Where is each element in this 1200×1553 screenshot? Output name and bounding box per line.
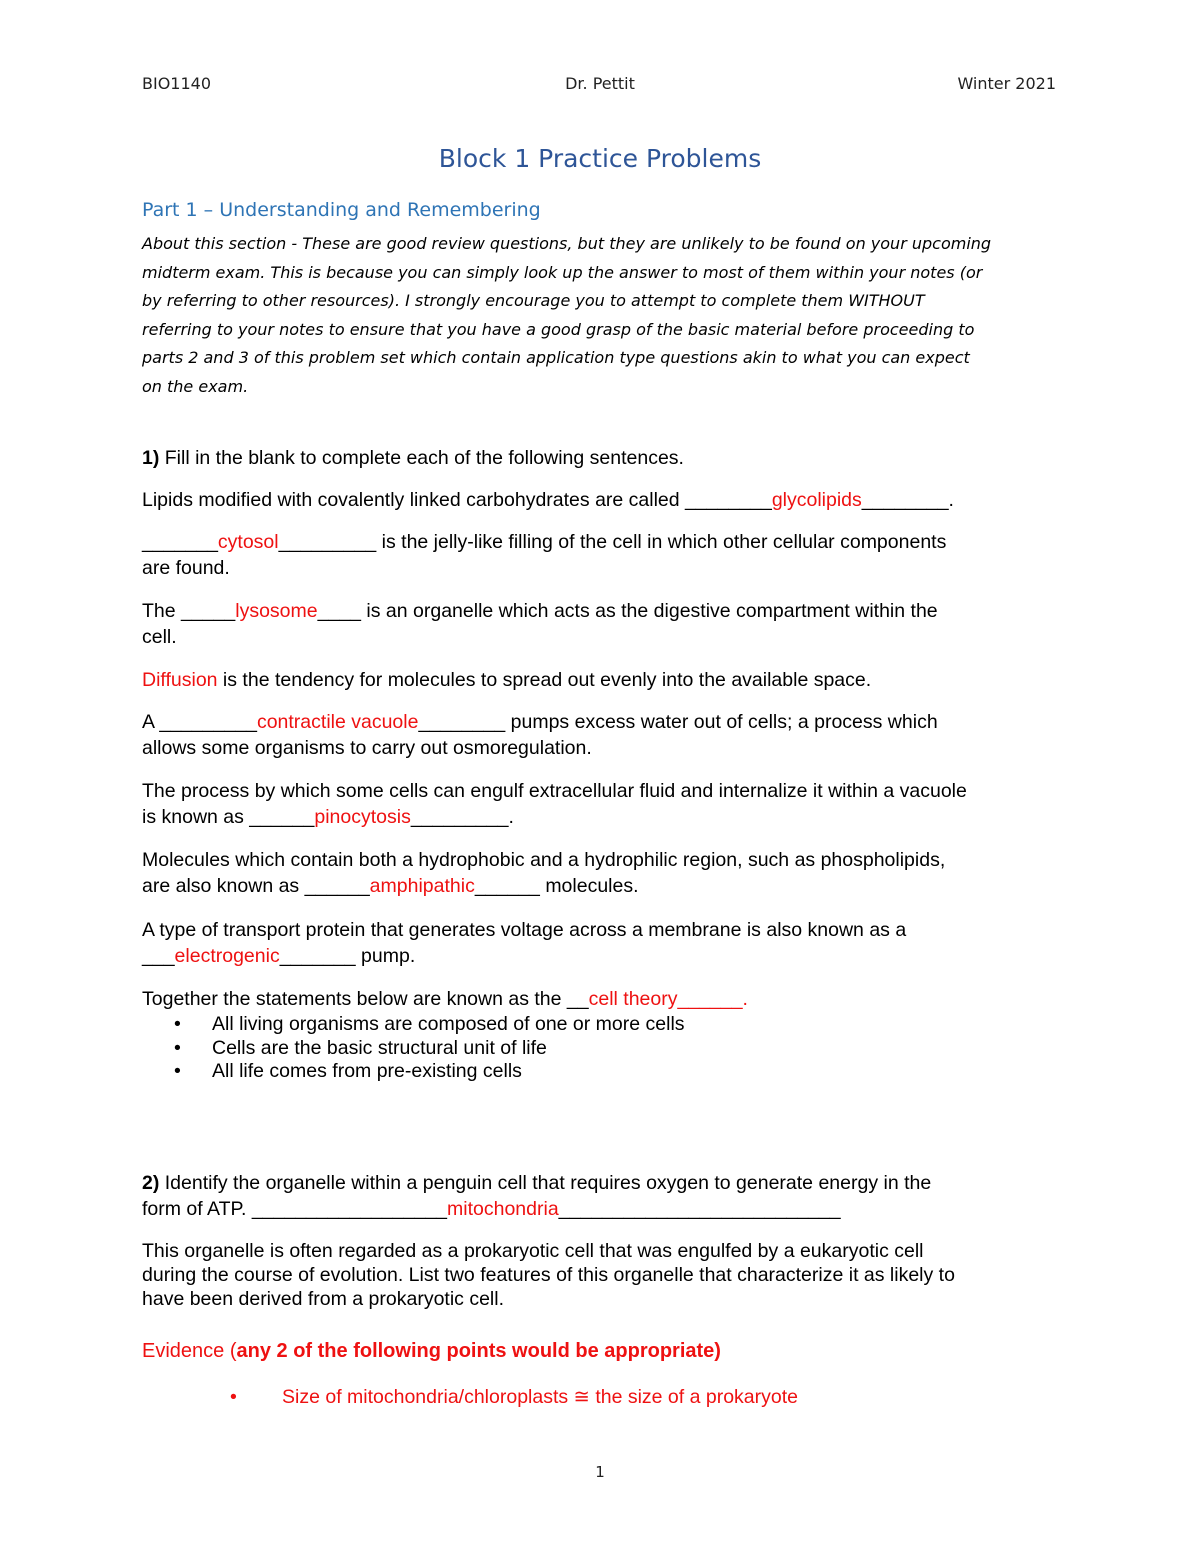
list-item: • All living organisms are composed of one or more cells [142, 1013, 685, 1037]
answer-contractile-vacuole: contractile vacuole [256, 711, 419, 733]
cell-theory-list [142, 1013, 685, 1084]
answer-diffusion: Diffusion [142, 669, 218, 691]
sentence-text: The process by which some cells can engulf extracellular fluid and internalize it within a vacuole [142, 780, 967, 802]
bullet-glyph: • [230, 1386, 237, 1408]
list-item: • Cells are the basic structural unit of life [142, 1037, 685, 1061]
sentence-text: Identify the organelle within a penguin cell that requires oxygen to generate energy in the [159, 1172, 932, 1194]
q2-paragraph [142, 1239, 1062, 1311]
q2-prompt [142, 1170, 1062, 1222]
intro-line: referring to your notes to ensure that you have a good grasp of the basic material before proceeding to [142, 319, 975, 339]
q1-sentence-9 [142, 986, 1062, 1012]
answer-amphipathic: amphipathic [369, 875, 475, 897]
sentence-text: cell. [142, 626, 177, 648]
sentence-text: is the tendency for molecules to spread out evenly into the available space. [217, 669, 872, 691]
q1-sentence-7 [142, 847, 1062, 899]
sentence-text: _______ pump. [279, 945, 416, 967]
part1-heading: Part 1 – Understanding and Remembering [142, 199, 541, 221]
q1-sentence-8 [142, 917, 1062, 969]
q1-sentence-2 [142, 529, 1062, 581]
intro-line: on the exam. [142, 376, 249, 396]
answer-mitochondria: mitochondria [447, 1198, 559, 1220]
sentence-text: _________ is the jelly-like filling of the cell in which other cellular components [278, 531, 947, 553]
sentence-text: is known as ______ [142, 806, 315, 828]
sentence-text: ____ is an organelle which acts as the digestive compartment within the [317, 600, 938, 622]
page-number: 1 [595, 1463, 605, 1481]
sentence-text: __________________________ [558, 1198, 841, 1220]
sentence-text: _______ [142, 531, 218, 553]
part1-intro [142, 230, 1067, 401]
evidence-item: Size of mitochondria/chloroplasts ≅ the size of a prokaryote [282, 1386, 799, 1408]
q1-prompt-text: Fill in the blank to complete each of the following sentences. [159, 447, 684, 469]
intro-line: midterm exam. This is because you can simply look up the answer to most of them within your notes (or [142, 262, 983, 282]
header-term: Winter 2021 [957, 74, 1056, 93]
sentence-text: A type of transport protein that generates voltage across a membrane is also known as a [142, 919, 907, 941]
header-course: BIO1140 [142, 74, 212, 93]
answer-lysosome: lysosome [235, 600, 318, 622]
header-instructor: Dr. Pettit [565, 74, 635, 93]
sentence-text: ________. [861, 489, 954, 511]
q1-sentence-1 [142, 487, 1062, 513]
intro-line: parts 2 and 3 of this problem set which contain application type questions akin to what you can expect [142, 348, 970, 367]
sentence-text: are also known as ______ [142, 875, 370, 897]
sentence-text: during the course of evolution. List two features of this organelle that characterize it as likely to [142, 1264, 955, 1286]
intro-line: About this section - These are good review questions, but they are unlikely to be found on your upcoming [142, 234, 992, 253]
sentence-text: ________ pumps excess water out of cells; a process which [418, 711, 938, 733]
sentence-text: ______ molecules. [474, 875, 639, 897]
answer-cytosol: cytosol [217, 531, 279, 553]
q1-sentence-4 [142, 667, 1062, 693]
sentence-text: Together the statements below are known as the __ [142, 988, 589, 1010]
sentence-text: ______. [677, 988, 748, 1010]
document-title: Block 1 Practice Problems [438, 144, 762, 173]
evidence-heading [142, 1338, 1062, 1364]
list-item: • All life comes from pre-existing cells [142, 1060, 685, 1084]
q1-sentence-5 [142, 709, 1062, 761]
q1-sentence-6 [142, 778, 1062, 830]
answer-electrogenic: electrogenic [174, 945, 280, 967]
sentence-text: are found. [142, 557, 230, 579]
evidence-bold-label: any 2 of the following points would be appropriate) [236, 1340, 721, 1362]
sentence-text: ___ [142, 945, 175, 967]
q2-number: 2) [142, 1172, 160, 1194]
q1-number: 1) [142, 447, 160, 469]
sentence-text: A _________ [142, 711, 257, 733]
sentence-text: Molecules which contain both a hydrophobic and a hydrophilic region, such as phospholipids, [142, 849, 946, 871]
answer-glycolipids: glycolipids [771, 489, 862, 511]
answer-cell-theory: cell theory [588, 988, 678, 1010]
sentence-text: have been derived from a prokaryotic cell. [142, 1288, 505, 1310]
answer-pinocytosis: pinocytosis [314, 806, 411, 828]
sentence-text: allows some organisms to carry out osmoregulation. [142, 737, 592, 759]
sentence-text: form of ATP. __________________ [142, 1198, 448, 1220]
sentence-text: Lipids modified with covalently linked carbohydrates are called ________ [142, 489, 772, 511]
evidence-label: Evidence ( [142, 1340, 237, 1362]
sentence-text: This organelle is often regarded as a prokaryotic cell that was engulfed by a eukaryotic cell [142, 1240, 924, 1262]
intro-line: by referring to other resources). I strongly encourage you to attempt to complete them WITHOUT [142, 291, 925, 310]
q1-prompt [142, 445, 1062, 471]
sentence-text: _________. [410, 806, 514, 828]
sentence-text: The _____ [142, 600, 236, 622]
q1-sentence-3 [142, 598, 1062, 650]
